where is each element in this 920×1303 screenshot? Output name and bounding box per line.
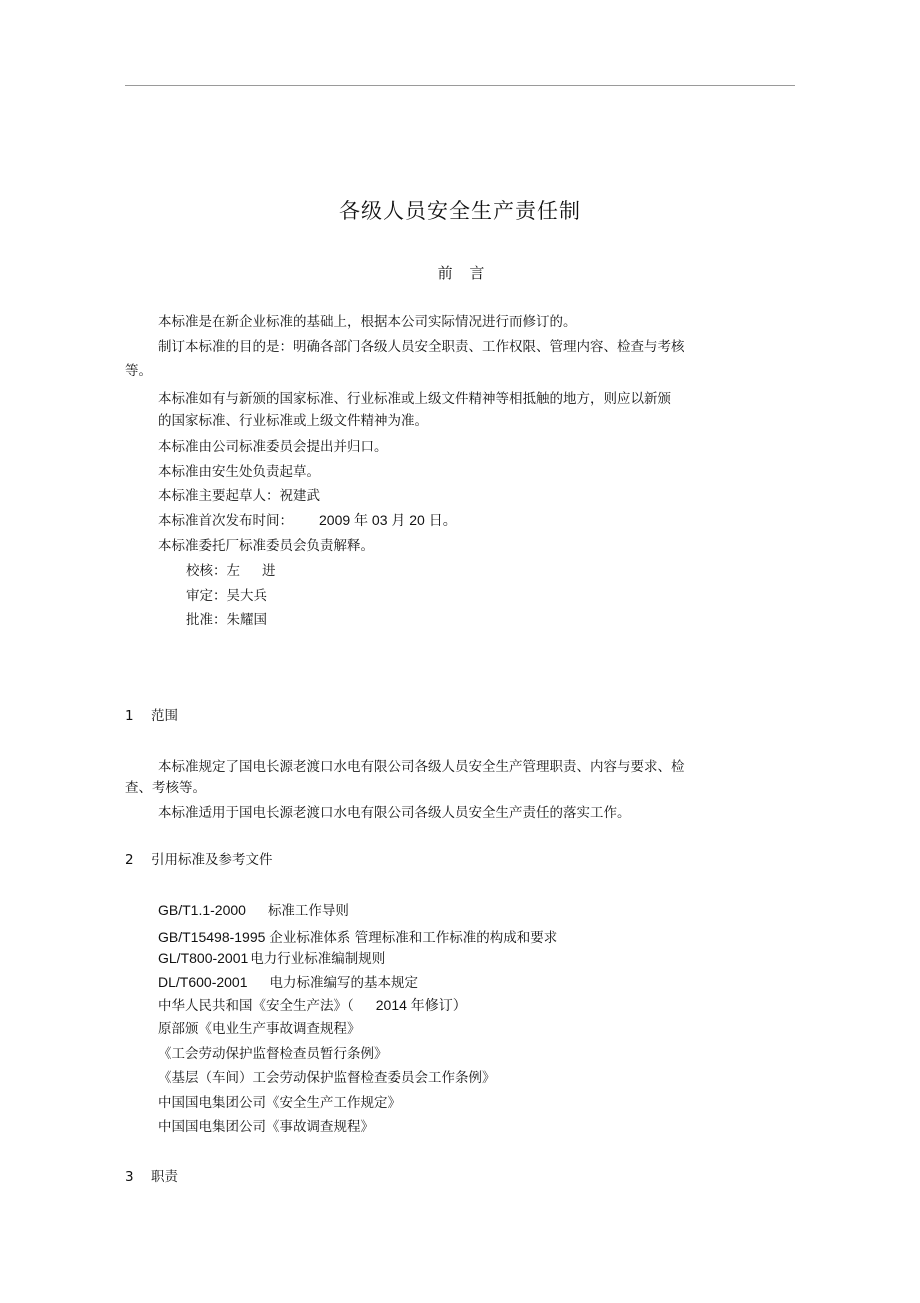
reference-item: 中国国电集团公司《安全生产工作规定》 <box>158 1095 401 1111</box>
foreword-line: 制订本标准的目的是：明确各部门各级人员安全职责、工作权限、管理内容、检查与考核 <box>158 339 685 355</box>
approve-line: 批准：朱耀国 <box>186 612 267 628</box>
section-title: 职责 <box>151 1169 178 1185</box>
foreword-line: 本标准主要起草人：祝建武 <box>158 488 320 504</box>
release-label: 本标准首次发布时间： <box>158 513 293 529</box>
reference-code: DL/T600-2001 <box>158 974 248 990</box>
section-title: 范围 <box>151 708 178 724</box>
release-line <box>158 511 457 530</box>
reference-name: 电力行业标准编制规则 <box>250 951 386 967</box>
header-rule <box>125 85 795 86</box>
foreword-line: 本标准由安生处负责起草。 <box>158 464 320 480</box>
check-name-part: 进 <box>262 563 276 579</box>
reference-item <box>158 996 467 1015</box>
section-number: 2 <box>125 852 134 868</box>
foreword-line: 本标准由公司标准委员会提出并归口。 <box>158 439 388 455</box>
release-date: 2009 年 03 月 20 日。 <box>319 512 457 528</box>
reference-item <box>158 949 385 968</box>
foreword-line: 等。 <box>125 363 152 379</box>
reference-code: GB/T1.1-2000 <box>158 902 246 918</box>
review-line: 审定：吴大兵 <box>186 588 267 604</box>
interpret-line: 本标准委托厂标准委员会负责解释。 <box>158 538 374 554</box>
reference-law: 中华人民共和国《安全生产法》（ <box>158 998 354 1014</box>
reference-item: 《基层（车间）工会劳动保护监督检查委员会工作条例》 <box>158 1070 496 1086</box>
document-title: 各级人员安全生产责任制 <box>339 199 581 223</box>
reference-code: GL/T800-2001 <box>158 950 249 966</box>
reference-name: 企业标准体系 管理标准和工作标准的构成和要求 <box>269 930 558 946</box>
reference-item: 《工会劳动保护监督检查员暂行条例》 <box>158 1046 388 1062</box>
foreword-line: 的国家标准、行业标准或上级文件精神为准。 <box>158 413 428 429</box>
section-line: 本标准规定了国电长源老渡口水电有限公司各级人员安全生产管理职责、内容与要求、检 <box>158 759 685 775</box>
check-label: 校核：左 <box>186 563 240 579</box>
reference-law-year: 2014 年修订） <box>375 997 467 1013</box>
reference-item: 原部颁《电业生产事故调查规程》 <box>158 1021 361 1037</box>
section-number: 1 <box>125 708 134 724</box>
section-title: 引用标准及参考文件 <box>151 852 273 868</box>
foreword-title: 前 言 <box>437 264 491 282</box>
reference-name: 电力标准编写的基本规定 <box>269 975 419 991</box>
reference-code: GB/T15498-1995 <box>158 929 266 945</box>
foreword-line: 本标准如有与新颁的国家标准、行业标准或上级文件精神等相抵触的地方，则应以新颁 <box>158 391 671 407</box>
section-line: 本标准适用于国电长源老渡口水电有限公司各级人员安全生产责任的落实工作。 <box>158 805 631 821</box>
reference-name: 标准工作导则 <box>267 903 349 919</box>
check-line <box>186 562 276 580</box>
reference-item: 中国国电集团公司《事故调查规程》 <box>158 1119 374 1135</box>
reference-item <box>158 928 557 947</box>
section-line: 查、考核等。 <box>125 780 206 796</box>
foreword-line: 本标准是在新企业标准的基础上，根据本公司实际情况进行而修订的。 <box>158 314 577 330</box>
reference-item <box>158 973 418 992</box>
reference-item <box>158 901 349 920</box>
section-number: 3 <box>125 1169 134 1185</box>
